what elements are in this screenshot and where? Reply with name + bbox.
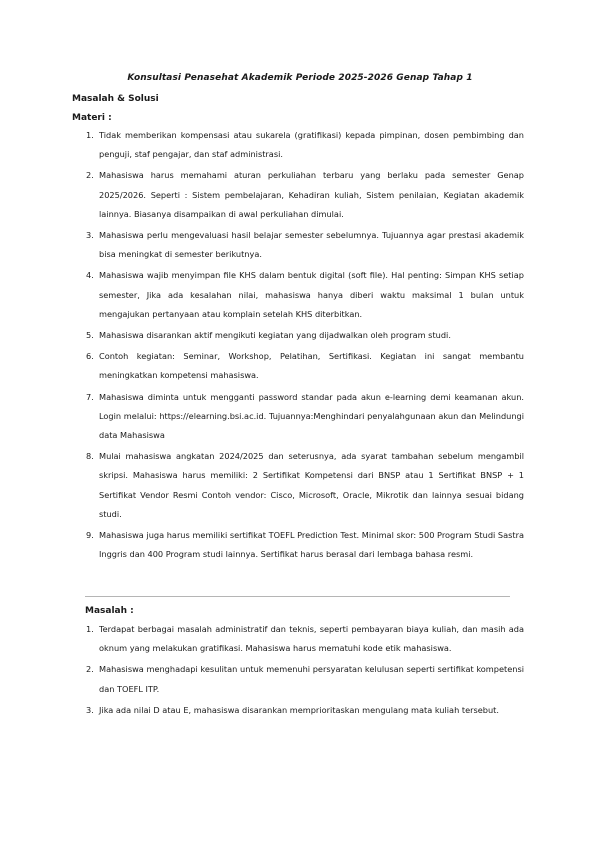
materi-item — [72, 526, 524, 564]
masalah-heading: Masalah : — [85, 606, 134, 616]
masalah-item — [72, 701, 524, 720]
item-text: Tidak memberikan kompensasi atau sukarela (gratifikasi) kepada pimpinan, dosen pembimbing dan penguji, staf pengajar, dan staf administrasi. — [99, 130, 524, 160]
item-number: 1. — [86, 624, 94, 634]
masalah-list — [72, 620, 524, 722]
section-heading: Masalah & Solusi — [72, 94, 159, 104]
materi-item — [72, 226, 524, 264]
item-text: Terdapat berbagai masalah administratif dan teknis, seperti pembayaran biaya kuliah, dan masih ada oknum yang melakukan gratifikasi. Mahasiswa harus mematuhi kode etik mahasiswa. — [99, 624, 524, 654]
masalah-item — [72, 620, 524, 658]
item-text: Mahasiswa perlu mengevaluasi hasil belajar semester sebelumnya. Tujuannya agar prestasi akademik bisa meningkat di semester berikutnya. — [99, 230, 524, 260]
item-text: Mahasiswa disarankan aktif mengikuti kegiatan yang dijadwalkan oleh program studi. — [99, 330, 451, 341]
item-text: Mahasiswa harus memahami aturan perkuliahan terbaru yang berlaku pada semester Genap 2025/2026. Seperti : Sistem pembelajaran, Kehadiran kuliah, Sistem penilaian, Kegiatan akademik lainnya. Biasanya disampaikan di awal perkuliahan dimulai. — [99, 170, 524, 219]
item-text: Contoh kegiatan: Seminar, Workshop, Pelatihan, Sertifikasi. Kegiatan ini sangat membantu meningkatkan kompetensi mahasiswa. — [99, 351, 524, 381]
item-number: 9. — [86, 530, 94, 541]
section-divider — [85, 596, 510, 597]
materi-heading: Materi : — [72, 113, 112, 123]
item-text: Mahasiswa wajib menyimpan file KHS dalam bentuk digital (soft file). Hal penting: Simpan KHS setiap semester, Jika ada kesalahan nilai, mahasiswa hanya diberi waktu maksimal 1 bulan untuk mengajukan pertanyaan atau komplain setelah KHS diterbitkan. — [99, 270, 524, 319]
item-number: 2. — [86, 664, 94, 675]
item-number: 5. — [86, 330, 94, 341]
item-number: 3. — [86, 230, 94, 241]
document-title: Konsultasi Penasehat Akademik Periode 2025-2026 Genap Tahap 1 — [127, 73, 473, 83]
item-text: Mulai mahasiswa angkatan 2024/2025 dan seterusnya, ada syarat tambahan sebelum mengambil skripsi. Mahasiswa harus memiliki: 2 Sertifikat Kompetensi dari BNSP atau 1 Sertifikat BNSP + 1 Sertifikat Vendor Resmi Contoh vendor: Cisco, Microsoft, Oracle, Mikrotik dan lainnya sesuai bidang studi. — [99, 451, 524, 519]
materi-item — [72, 126, 524, 164]
item-text: Jika ada nilai D atau E, mahasiswa disarankan memprioritaskan mengulang mata kuliah tersebut. — [99, 704, 499, 715]
materi-item — [72, 447, 524, 524]
item-number: 1. — [86, 130, 94, 140]
materi-item — [72, 347, 524, 385]
item-text: Mahasiswa juga harus memiliki sertifikat TOEFL Prediction Test. Minimal skor: 500 Program Studi Sastra Inggris dan 400 Program studi lainnya. Sertifikat harus berasal dari lembaga bahasa resmi. — [99, 530, 524, 560]
materi-list — [72, 126, 524, 566]
item-number: 6. — [86, 351, 94, 362]
item-text: Mahasiswa menghadapi kesulitan untuk memenuhi persyaratan kelulusan seperti sertifikat kompetensi dan TOEFL ITP. — [99, 664, 524, 694]
materi-item — [72, 166, 524, 224]
masalah-item — [72, 660, 524, 698]
item-text: Mahasiswa diminta untuk mengganti password standar pada akun e-learning demi keamanan akun. Login melalui: https://elearning.bsi.ac.id. Tujuannya:Menghindari penyalahgunaan akun dan Melindungi data Mahasiswa — [99, 391, 524, 441]
materi-item — [72, 388, 524, 446]
materi-item — [72, 266, 524, 324]
item-number: 8. — [86, 451, 94, 462]
item-number: 4. — [86, 270, 94, 281]
item-number: 7. — [86, 391, 94, 402]
item-number: 2. — [86, 170, 94, 181]
item-number: 3. — [86, 704, 94, 715]
materi-item — [72, 326, 524, 345]
